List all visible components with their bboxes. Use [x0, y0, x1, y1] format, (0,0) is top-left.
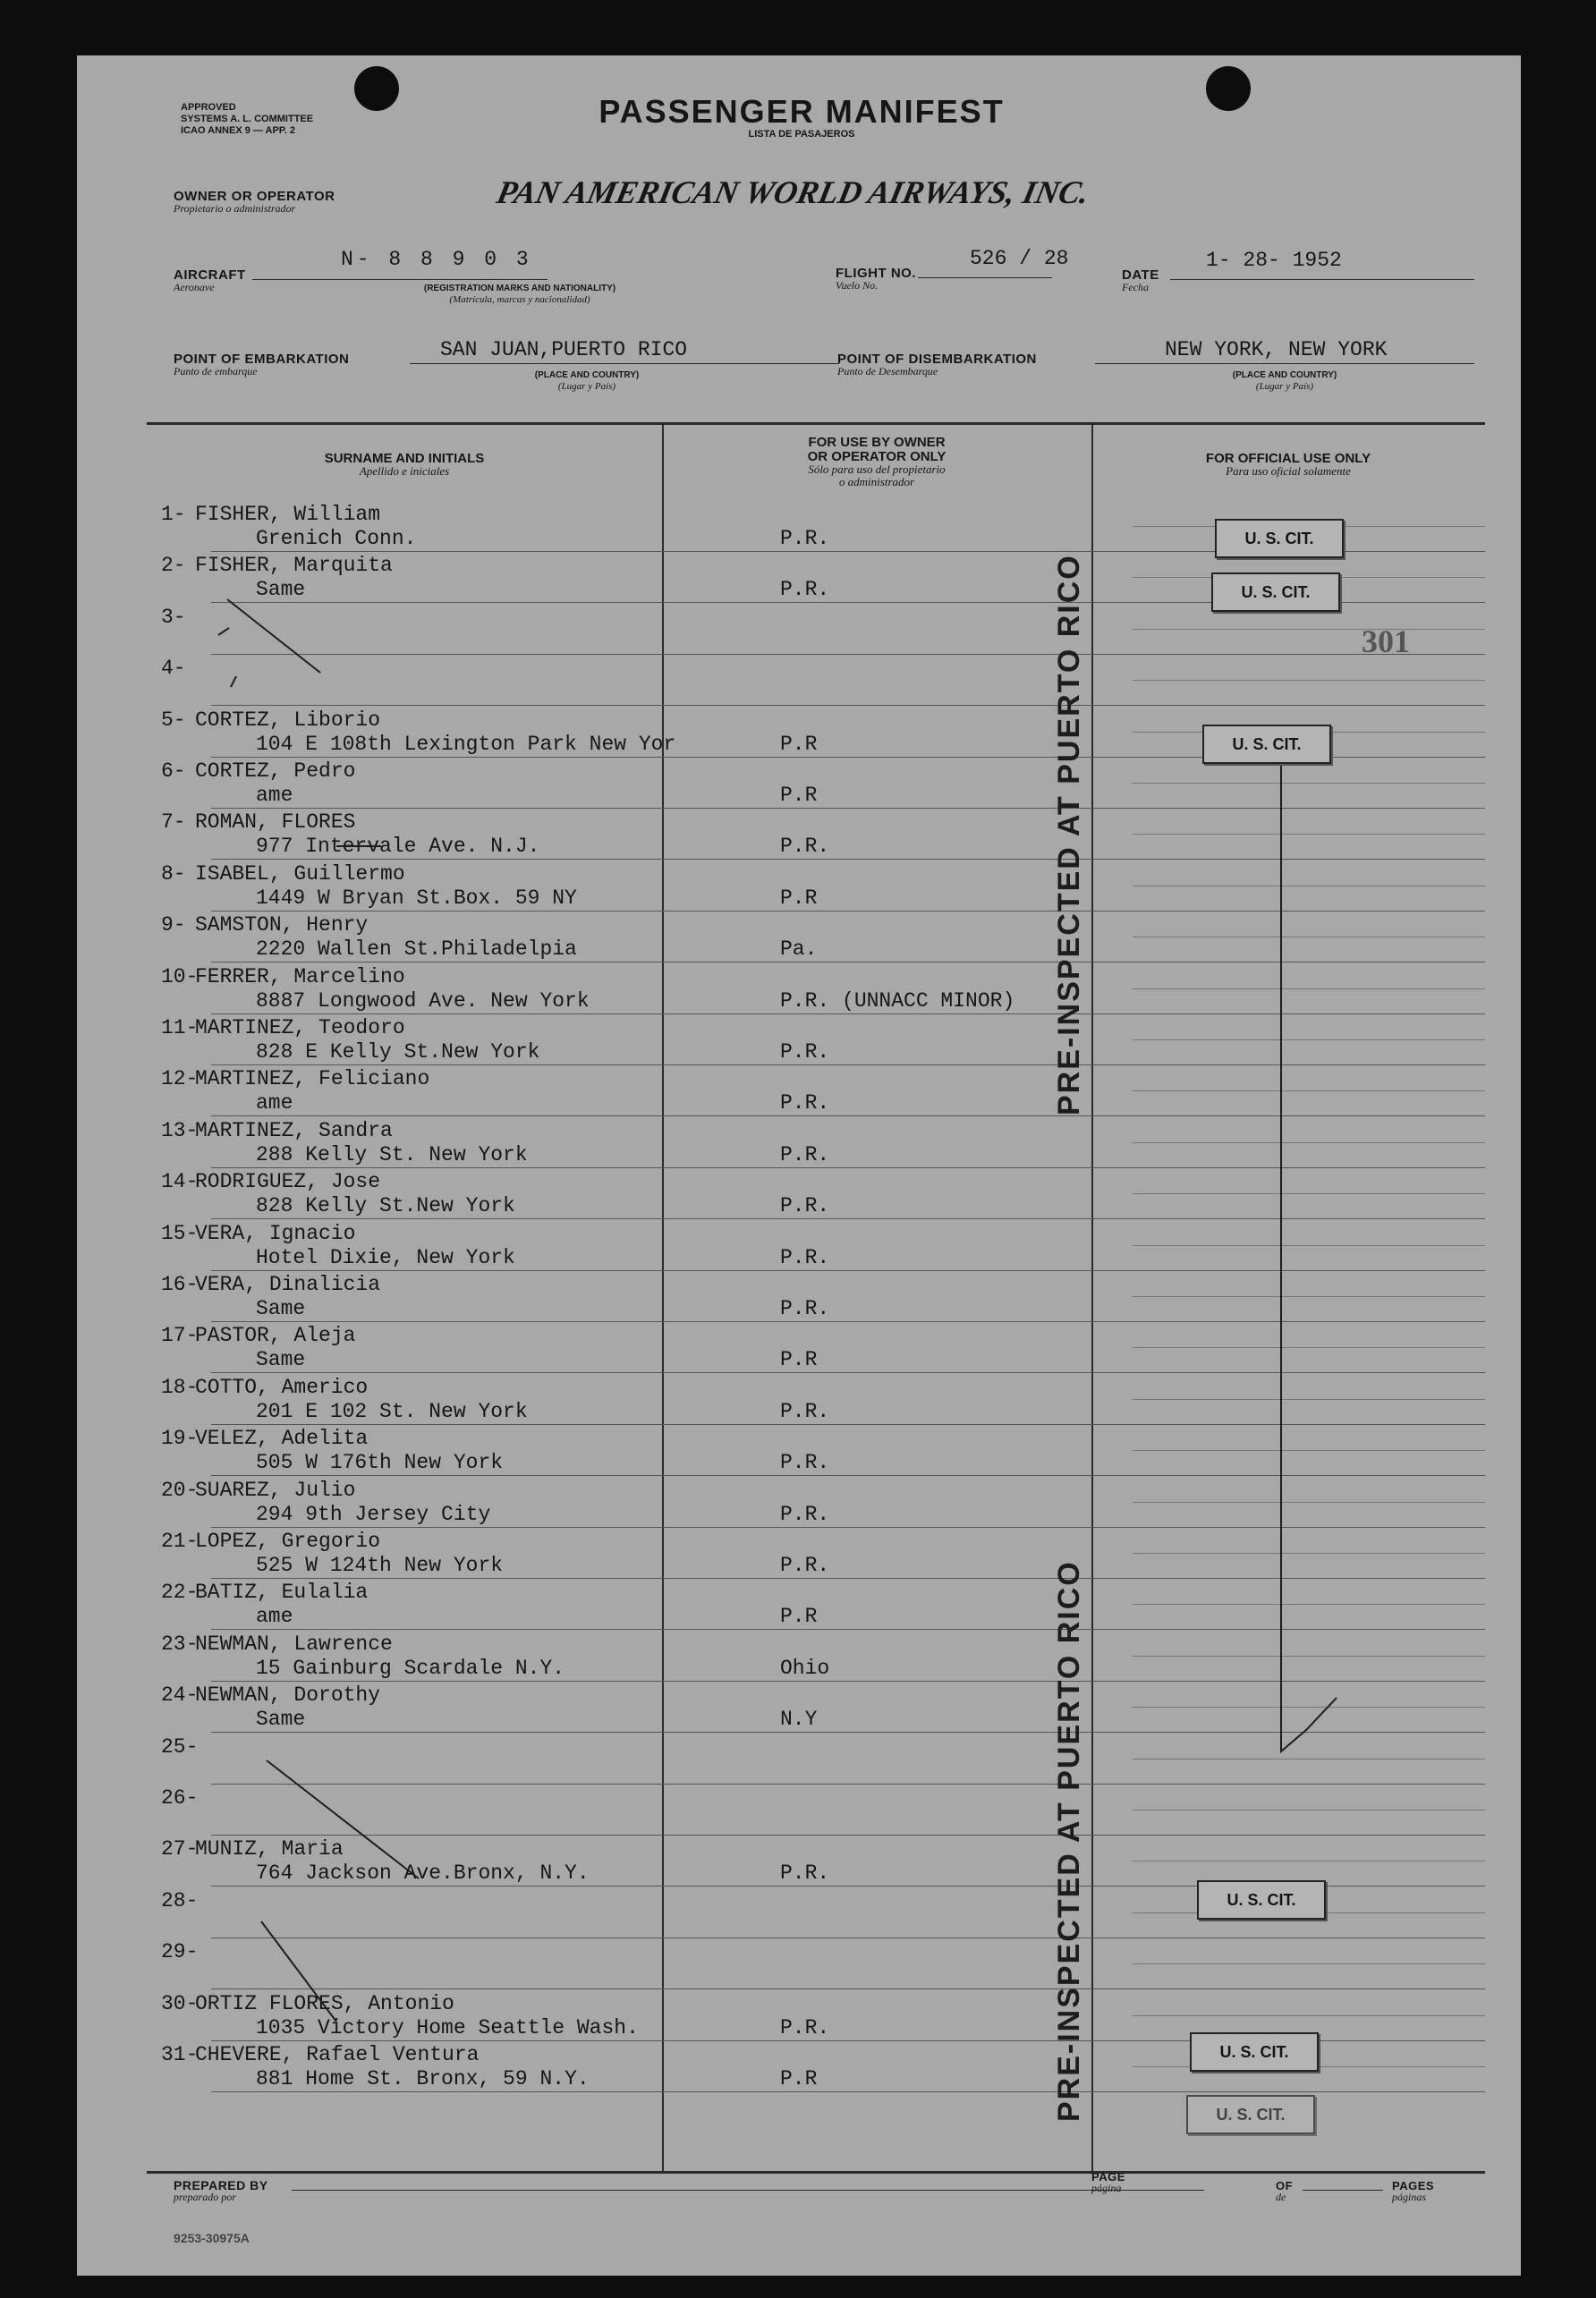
- embark-label-sub: Punto de embarque: [174, 365, 258, 377]
- embark-place-caption-sub: (Lugar y País): [557, 381, 616, 392]
- us-cit-stamp-row2: U. S. CIT.: [1211, 572, 1340, 612]
- citizenship-code: P.R.: [780, 527, 830, 550]
- approval-line-3: ICAO ANNEX 9 — APP. 2: [181, 125, 295, 136]
- row-number: 16-: [161, 1273, 199, 1296]
- aircraft-caption: (REGISTRATION MARKS AND NATIONALITY): [423, 284, 616, 293]
- disembark-place-caption-sub: (Lugar y País): [1255, 381, 1314, 392]
- row-number: 4-: [161, 657, 186, 681]
- passenger-name: VELEZ, Adelita: [195, 1427, 369, 1451]
- row-number: 20-: [161, 1478, 199, 1502]
- passenger-address: 828 Kelly St.New York: [256, 1194, 515, 1218]
- row-number: 30-: [161, 1991, 199, 2015]
- row-number: 1-: [161, 503, 186, 526]
- form-number: 9253-30975A: [174, 2231, 250, 2245]
- aircraft-value: N- 8 8 9 0 3: [341, 248, 532, 271]
- citizenship-code: P.R.: [780, 1861, 830, 1886]
- passenger-name: BATIZ, Eulalia: [195, 1581, 369, 1605]
- row-number: 3-: [161, 605, 186, 629]
- citizenship-code: P.R: [780, 886, 818, 910]
- citizenship-code: P.R: [780, 732, 818, 756]
- passenger-address: 505 W 176th New York: [256, 1451, 504, 1475]
- passenger-name: LOPEZ, Gregorio: [195, 1530, 381, 1553]
- row-number: 23-: [161, 1632, 199, 1656]
- row-number: 31-: [161, 2043, 199, 2066]
- passenger-name: SUAREZ, Julio: [195, 1478, 356, 1502]
- strike-mark-4: [231, 676, 236, 687]
- passenger-address: Same: [256, 1297, 306, 1320]
- row-number: 9-: [161, 913, 186, 937]
- pre-inspected-stamp-upper: PRE-INSPECTED AT PUERTO RICO: [1052, 554, 1086, 1115]
- citizenship-code: P.R.: [780, 1040, 830, 1064]
- flight-value: 526 / 28: [970, 247, 1069, 270]
- passenger-name: MARTINEZ, Feliciano: [195, 1067, 430, 1091]
- embark-place-caption: (PLACE AND COUNTRY): [534, 370, 640, 380]
- prepared-label-sub: preparado por: [174, 2191, 236, 2203]
- row-number: 26-: [161, 1786, 199, 1810]
- passenger-address: 2220 Wallen St.Philadelpia: [256, 937, 577, 962]
- citizenship-code: P.R.: [780, 1142, 830, 1166]
- owner-label: OWNER OR OPERATOR: [174, 189, 335, 204]
- col1-header-sub: Apellido e iniciales: [359, 464, 450, 478]
- passenger-name: NEWMAN, Lawrence: [195, 1632, 393, 1656]
- passenger-name: NEWMAN, Dorothy: [195, 1683, 381, 1708]
- row-number: 19-: [161, 1427, 199, 1451]
- row-number: 13-: [161, 1118, 199, 1142]
- disembark-place-caption: (PLACE AND COUNTRY): [1232, 370, 1337, 380]
- row-number: 5-: [161, 708, 186, 732]
- aircraft-label: AIRCRAFT: [174, 267, 246, 283]
- owner-value: PAN AMERICAN WORLD AIRWAYS, INC.: [493, 174, 1093, 210]
- passenger-name: FISHER, William: [195, 503, 381, 526]
- prepared-label: PREPARED BY: [174, 2178, 268, 2192]
- row-number: 11-: [161, 1016, 199, 1039]
- passenger-address: 764 Jackson Ave.Bronx, N.Y.: [256, 1861, 590, 1886]
- passenger-name: CHEVERE, Rafael Ventura: [195, 2043, 480, 2066]
- of-underline: [1303, 2190, 1383, 2191]
- passenger-address: 1035 Victory Home Seattle Wash.: [256, 2015, 639, 2039]
- row-number: 12-: [161, 1067, 199, 1091]
- row-number: 24-: [161, 1683, 199, 1708]
- citizenship-code: P.R.: [780, 1554, 830, 1577]
- row-number: 17-: [161, 1324, 199, 1348]
- prepared-underline: [292, 2190, 1204, 2191]
- citizenship-code: P.R.: [780, 578, 830, 602]
- flight-label: FLIGHT NO.: [836, 266, 916, 281]
- form-title-sub: LISTA DE PASAJEROS: [748, 129, 855, 140]
- passenger-address: Hotel Dixie, New York: [256, 1245, 515, 1269]
- row-number: 15-: [161, 1221, 199, 1245]
- passenger-address: Same: [256, 1708, 306, 1732]
- passenger-address: 1449 W Bryan St.Box. 59 NY: [256, 886, 577, 910]
- citizenship-code: P.R.: [780, 2015, 830, 2039]
- citizenship-code: P.R.: [780, 1091, 830, 1115]
- row-number: 18-: [161, 1375, 199, 1399]
- passenger-address: Grenich Conn.: [256, 527, 417, 550]
- col2-header-1: FOR USE BY OWNER: [808, 435, 946, 450]
- disembark-label-sub: Punto de Desembarque: [837, 365, 938, 377]
- passenger-name: MARTINEZ, Teodoro: [195, 1016, 405, 1039]
- blank-row-strikes: [77, 55, 1521, 2276]
- passenger-address: ame: [256, 784, 293, 807]
- passenger-address: 104 E 108th Lexington Park New Yor: [256, 732, 676, 756]
- pages-label: PAGES: [1392, 2179, 1435, 2192]
- passenger-name: ROMAN, FLORES: [195, 810, 356, 835]
- passenger-name: ISABEL, Guillermo: [195, 861, 405, 886]
- passenger-name: COTTO, Americo: [195, 1375, 369, 1399]
- passenger-address: Same: [256, 578, 306, 602]
- citizenship-code: P.R.: [780, 1451, 830, 1475]
- passenger-name: RODRIGUEZ, Jose: [195, 1170, 381, 1194]
- passenger-name: CORTEZ, Pedro: [195, 759, 356, 783]
- row-number: 27-: [161, 1837, 199, 1861]
- passenger-address: 828 E Kelly St.New York: [256, 1040, 540, 1064]
- approval-line-1: APPROVED: [181, 102, 236, 113]
- embark-value: SAN JUAN,PUERTO RICO: [440, 338, 688, 361]
- pages-label-sub: páginas: [1392, 2191, 1427, 2203]
- citizenship-code: Ohio: [780, 1656, 830, 1680]
- passenger-name: VERA, Dinalicia: [195, 1273, 381, 1296]
- passenger-address: 8887 Longwood Ave. New York: [256, 988, 590, 1013]
- strike-mark-3: [218, 628, 229, 635]
- row-number: 8-: [161, 861, 186, 886]
- citizenship-code: P.R: [780, 2067, 818, 2090]
- owner-label-sub: Propietario o administrador: [174, 202, 296, 215]
- us-cit-stamp-row1: U. S. CIT.: [1215, 519, 1344, 558]
- citizenship-code: P.R: [780, 1605, 818, 1629]
- passenger-name: FERRER, Marcelino: [195, 964, 405, 988]
- passenger-address: 525 W 124th New York: [256, 1554, 504, 1577]
- page-label: PAGE: [1091, 2170, 1125, 2184]
- col3-header: FOR OFFICIAL USE ONLY: [1205, 451, 1371, 466]
- date-label-sub: Fecha: [1122, 281, 1149, 293]
- pre-inspected-stamp-lower: PRE-INSPECTED AT PUERTO RICO: [1052, 1560, 1086, 2122]
- row-number: 28-: [161, 1888, 199, 1912]
- row-number: 6-: [161, 759, 186, 783]
- of-label-sub: de: [1276, 2191, 1286, 2203]
- citizenship-code: P.R: [780, 1348, 818, 1372]
- strike-rows-3-4: [227, 599, 320, 673]
- citizenship-code: P.R. (UNNACC MINOR): [780, 988, 1015, 1013]
- passenger-name: MUNIZ, Maria: [195, 1837, 344, 1861]
- passenger-name: ORTIZ FLORES, Antonio: [195, 1991, 454, 2015]
- form-title: PASSENGER MANIFEST: [598, 93, 1005, 130]
- citizenship-code: P.R.: [780, 1399, 830, 1423]
- row-number: 21-: [161, 1530, 199, 1553]
- passenger-address: 294 9th Jersey City: [256, 1502, 491, 1526]
- disembark-label: POINT OF DISEMBARKATION: [837, 352, 1037, 367]
- approval-line-2: SYSTEMS A. L. COMMITTEE: [181, 114, 314, 124]
- citizenship-code: N.Y: [780, 1708, 818, 1732]
- us-cit-stamp-row30: U. S. CIT.: [1190, 2032, 1319, 2072]
- passenger-name: MARTINEZ, Sandra: [195, 1118, 393, 1142]
- flight-label-sub: Vuelo No.: [836, 279, 879, 292]
- aircraft-caption-sub: (Matrícula, marcas y nacionalidad): [449, 294, 590, 305]
- strike-rows-25-26: [267, 1760, 419, 1878]
- passenger-name: SAMSTON, Henry: [195, 913, 369, 937]
- official-check-line: [1281, 762, 1337, 1751]
- page-label-sub: página: [1091, 2182, 1122, 2194]
- row-number: 22-: [161, 1581, 199, 1605]
- passenger-address: 201 E 102 St. New York: [256, 1399, 528, 1423]
- col1-header: SURNAME AND INITIALS: [324, 451, 485, 466]
- citizenship-code: P.R.: [780, 835, 830, 859]
- handwritten-number: 301: [1362, 623, 1410, 659]
- us-cit-stamp-row27: U. S. CIT.: [1197, 1880, 1326, 1920]
- passenger-address: Same: [256, 1348, 306, 1372]
- row-number: 7-: [161, 810, 186, 835]
- us-cit-stamp-row5: U. S. CIT.: [1202, 725, 1331, 764]
- row-number: 2-: [161, 554, 186, 578]
- citizenship-code: P.R.: [780, 1297, 830, 1320]
- citizenship-code: P.R: [780, 784, 818, 807]
- col3-header-sub: Para uso oficial solamente: [1226, 464, 1351, 478]
- us-cit-stamp-row31: U. S. CIT.: [1186, 2095, 1315, 2134]
- passenger-name: PASTOR, Aleja: [195, 1324, 356, 1348]
- row-number: 10-: [161, 964, 199, 988]
- row-number: 25-: [161, 1734, 199, 1759]
- disembark-value: NEW YORK, NEW YORK: [1165, 338, 1388, 361]
- citizenship-code: P.R.: [780, 1502, 830, 1526]
- passenger-address: ame: [256, 1605, 293, 1629]
- col2-header-sub-2: o administrador: [838, 475, 915, 488]
- date-value: 1- 28- 1952: [1206, 249, 1342, 272]
- row-number: 14-: [161, 1170, 199, 1194]
- passenger-name: CORTEZ, Liborio: [195, 708, 381, 732]
- embark-label: POINT OF EMBARKATION: [174, 352, 350, 367]
- passenger-address: 288 Kelly St. New York: [256, 1142, 528, 1166]
- passenger-address: 15 Gainburg Scardale N.Y.: [256, 1656, 565, 1680]
- aircraft-label-sub: Aeronave: [174, 281, 215, 293]
- manifest-sheet: [77, 55, 1521, 2276]
- citizenship-code: P.R.: [780, 1245, 830, 1269]
- strike-rows-28-29: [261, 1921, 336, 2022]
- row-number: 29-: [161, 1940, 199, 1964]
- date-label: DATE: [1122, 267, 1159, 283]
- passenger-address: 977 Intervale Ave. N.J.: [256, 835, 540, 859]
- citizenship-code: Pa.: [780, 937, 818, 962]
- passenger-address: ame: [256, 1091, 293, 1115]
- passenger-address: 881 Home St. Bronx, 59 N.Y.: [256, 2067, 590, 2090]
- col2-header-2: OR OPERATOR ONLY: [807, 449, 947, 464]
- of-label: OF: [1276, 2179, 1294, 2192]
- col2-header-sub-1: Sólo para uso del propietario: [808, 462, 946, 476]
- passenger-name: FISHER, Marquita: [195, 554, 393, 578]
- citizenship-code: P.R.: [780, 1194, 830, 1218]
- passenger-name: VERA, Ignacio: [195, 1221, 356, 1245]
